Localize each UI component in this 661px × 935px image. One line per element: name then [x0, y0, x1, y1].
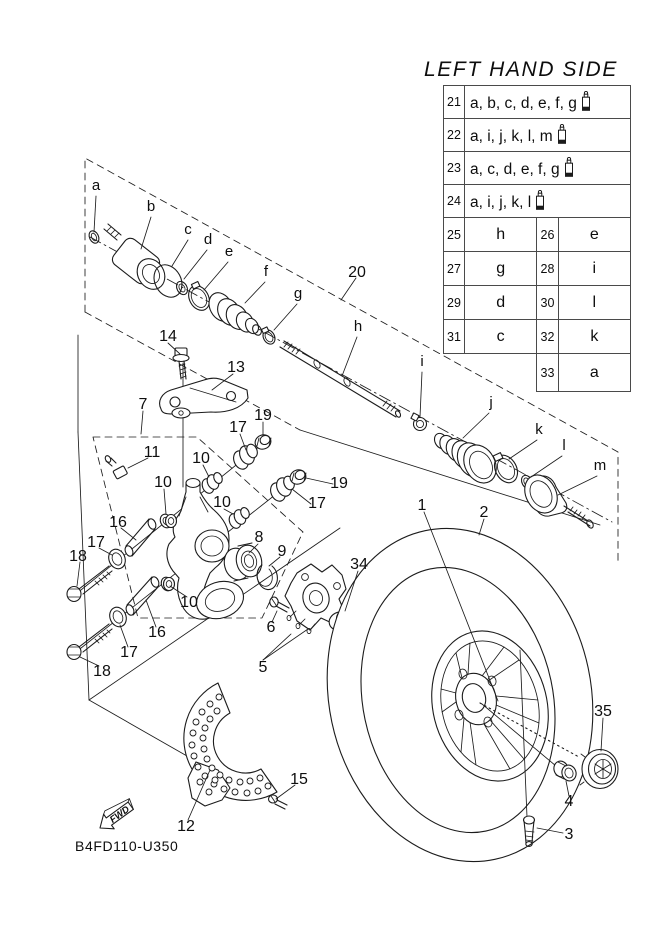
part-label-17b: 17	[308, 495, 326, 512]
ref-num-cell: 22	[444, 119, 465, 152]
part-label-17c: 17	[87, 534, 105, 551]
grease-tube-icon	[556, 124, 568, 145]
part-label-9: 9	[277, 543, 287, 560]
ref-num-cell: 30	[537, 286, 558, 320]
fwd-arrow	[94, 795, 139, 835]
ref-num-cell: 21	[444, 86, 465, 119]
table-row	[444, 86, 631, 119]
ref-num-cell: 29	[444, 286, 465, 320]
grease-tube-icon	[580, 91, 592, 112]
boot-clamp-k	[490, 451, 522, 486]
part-label-16b: 16	[148, 624, 166, 641]
screw-15	[269, 795, 288, 809]
drawing-code: B4FD110-U350	[75, 838, 179, 854]
part-label-d: d	[203, 231, 213, 248]
part-label-10b: 10	[154, 474, 172, 491]
part-label-h: h	[353, 318, 363, 335]
part-label-g: g	[293, 285, 303, 302]
bolt-14	[173, 348, 189, 379]
grease-tube-icon	[563, 157, 575, 178]
table-row	[444, 218, 631, 252]
part-label-17a: 17	[229, 419, 247, 436]
part-label-a: a	[91, 177, 101, 194]
part-label-i: i	[420, 353, 424, 370]
bolt-18-upper	[67, 566, 112, 602]
part-label-20: 20	[348, 264, 366, 281]
reference-table	[443, 85, 631, 392]
screw-6	[270, 597, 289, 612]
part-label-k: k	[535, 421, 543, 438]
ref-letters-cell: a, c, d, e, f, g	[465, 152, 631, 185]
table-row	[444, 286, 631, 320]
axle-boot-j	[432, 431, 503, 489]
ref-letter-cell: c	[465, 320, 537, 354]
part-label-m: m	[593, 457, 607, 474]
ref-num-cell: 27	[444, 252, 465, 286]
part-label-16a: 16	[109, 514, 127, 531]
part-label-15: 15	[290, 771, 308, 788]
part-label-19b: 19	[330, 475, 348, 492]
ref-letter-cell: d	[465, 286, 537, 320]
part-label-e: e	[224, 243, 234, 260]
part-label-c: c	[184, 221, 192, 238]
ref-letters-cell: a, i, j, k, l	[465, 185, 631, 218]
ref-empty-cell	[465, 354, 537, 392]
table-row	[444, 252, 631, 286]
part-label-10d: 10	[180, 594, 198, 611]
fwd-arrow-label: FWD	[107, 803, 132, 826]
ref-num-cell: 24	[444, 185, 465, 218]
ref-num-cell: 25	[444, 218, 465, 252]
axle-shaft	[280, 341, 402, 418]
part-label-8: 8	[254, 529, 264, 546]
part-label-1: 1	[417, 497, 427, 514]
part-label-17d: 17	[120, 644, 138, 661]
collar-16-lower	[125, 576, 161, 617]
part-label-b: b	[146, 198, 156, 215]
brake-guard-assembly	[184, 683, 287, 809]
part-label-l: l	[562, 437, 566, 454]
wheel-assembly	[297, 503, 623, 886]
ref-letters-cell: a, i, j, k, l, m	[465, 119, 631, 152]
part-label-11: 11	[143, 444, 161, 461]
collar-16-upper	[124, 518, 158, 558]
table-row	[444, 185, 631, 218]
ref-letter-cell: h	[465, 218, 537, 252]
grease-tube-icon	[534, 190, 546, 211]
part-label-2: 2	[479, 504, 489, 521]
ref-letter-cell: a	[558, 354, 630, 392]
part-label-j: j	[489, 394, 493, 411]
ref-letter-cell: e	[558, 218, 630, 252]
part-label-3: 3	[564, 826, 574, 843]
ref-num-cell: 28	[537, 252, 558, 286]
part-label-14: 14	[159, 328, 177, 345]
boot-clamp-e	[185, 281, 214, 313]
bracket-13	[160, 378, 248, 418]
clip-i	[411, 413, 427, 431]
table-row	[444, 152, 631, 185]
table-row	[444, 119, 631, 152]
part-label-f: f	[263, 263, 269, 280]
part-label-7: 7	[138, 396, 148, 413]
page-title: LEFT HAND SIDE	[424, 58, 618, 81]
part-label-34: 34	[350, 556, 368, 573]
part-label-19a: 19	[254, 407, 272, 424]
part-label-13: 13	[227, 359, 245, 376]
part-label-4: 4	[564, 793, 574, 810]
part-label-6: 6	[266, 619, 276, 636]
axle-boot-f	[204, 289, 263, 337]
part-label-18a: 18	[69, 548, 87, 565]
table-row	[444, 354, 631, 392]
ref-letter-cell: i	[558, 252, 630, 286]
ref-letters-cell: a, b, c, d, e, f, g	[465, 86, 631, 119]
part-label-18b: 18	[93, 663, 111, 680]
ref-num-cell: 26	[537, 218, 558, 252]
table-row	[444, 320, 631, 354]
part-label-35: 35	[594, 703, 612, 720]
part-label-12: 12	[177, 818, 195, 835]
ref-num-cell: 32	[537, 320, 558, 354]
ref-num-cell: 33	[537, 354, 558, 392]
part-label-5: 5	[258, 659, 268, 676]
ref-num-cell: 31	[444, 320, 465, 354]
ref-letter-cell: k	[558, 320, 630, 354]
part-label-10a: 10	[192, 450, 210, 467]
ref-letter-cell: g	[465, 252, 537, 286]
inner-cv-joint	[104, 224, 170, 294]
outer-cv-joint	[518, 469, 594, 529]
ref-empty-cell	[444, 354, 465, 392]
ref-num-cell: 23	[444, 152, 465, 185]
grease-fitting-11	[104, 455, 127, 479]
ref-letter-cell: l	[558, 286, 630, 320]
boot-clamp-g	[261, 327, 278, 346]
part-label-10c: 10	[213, 494, 231, 511]
